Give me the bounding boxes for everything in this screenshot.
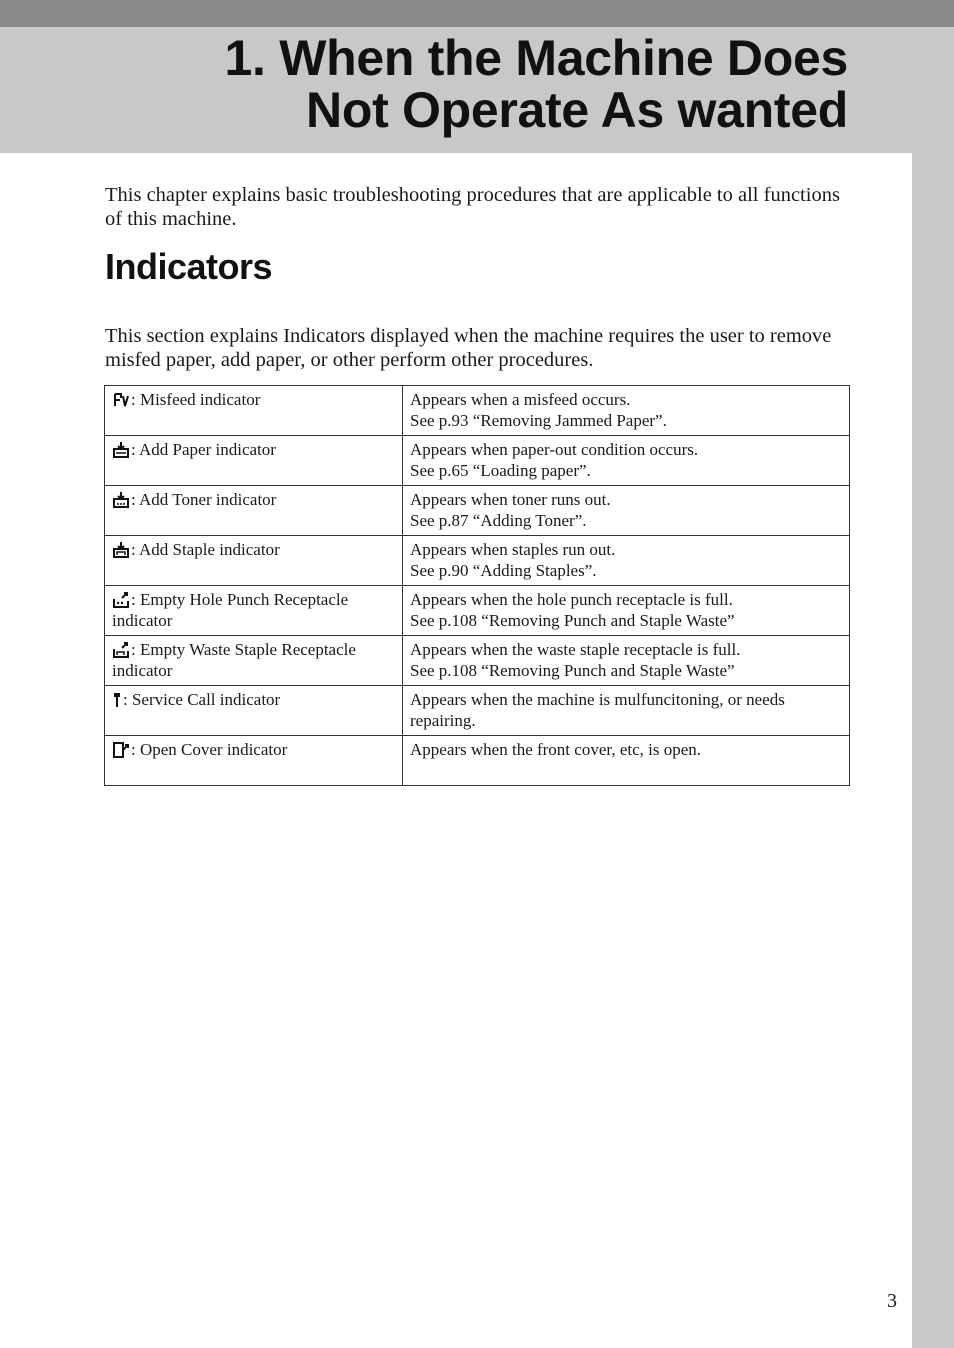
chapter-side-tab bbox=[912, 153, 954, 1348]
indicator-description: Appears when the machine is mulfuncitoning, or needs repairing. bbox=[410, 690, 785, 730]
indicator-name-cell bbox=[105, 386, 403, 436]
chapter-title bbox=[225, 32, 848, 136]
indicator-description-cell bbox=[403, 436, 850, 486]
table-row bbox=[105, 586, 850, 636]
section-description: This section explains Indicators displayed when the machine requires the user to remove misfed paper, add paper, or other perform other procedures. bbox=[105, 325, 832, 371]
indicator-description: Appears when paper-out condition occurs. bbox=[410, 440, 699, 459]
indicator-description: Appears when the hole punch receptacle is full. bbox=[410, 590, 733, 609]
indicator-reference: See p.90 “Adding Staples”. bbox=[410, 561, 597, 580]
indicator-label: : Add Paper indicator bbox=[131, 440, 276, 459]
indicator-reference: See p.108 “Removing Punch and Staple Waste” bbox=[410, 661, 735, 680]
indicator-description: Appears when the waste staple receptacle is full. bbox=[410, 640, 741, 659]
indicator-description-cell bbox=[403, 536, 850, 586]
table-row bbox=[105, 536, 850, 586]
indicator-description-cell bbox=[403, 636, 850, 686]
indicator-label: : Empty Waste Staple Receptacle indicator bbox=[112, 640, 356, 680]
indicator-name-cell bbox=[105, 636, 403, 686]
chapter-intro: This chapter explains basic troubleshooting procedures that are applicable to all functions of this machine. bbox=[105, 184, 840, 230]
add-toner-icon bbox=[112, 492, 130, 508]
indicator-description-cell bbox=[403, 586, 850, 636]
indicator-description-cell bbox=[403, 386, 850, 436]
table-row bbox=[105, 436, 850, 486]
indicator-label: : Open Cover indicator bbox=[131, 740, 288, 759]
indicator-reference: See p.87 “Adding Toner”. bbox=[410, 511, 587, 530]
indicator-description: Appears when toner runs out. bbox=[410, 490, 611, 509]
indicator-label: : Service Call indicator bbox=[123, 690, 281, 709]
indicator-label: : Misfeed indicator bbox=[131, 390, 261, 409]
open-cover-icon bbox=[112, 742, 130, 758]
indicator-name-cell bbox=[105, 686, 403, 736]
add-staple-icon bbox=[112, 542, 130, 558]
indicator-reference: See p.108 “Removing Punch and Staple Waste” bbox=[410, 611, 735, 630]
page-number: 3 bbox=[887, 1290, 897, 1312]
indicator-name-cell bbox=[105, 736, 403, 786]
hole-punch-receptacle-icon bbox=[112, 592, 130, 608]
indicator-reference: See p.93 “Removing Jammed Paper”. bbox=[410, 411, 667, 430]
top-strip bbox=[0, 0, 954, 27]
misfeed-icon bbox=[112, 392, 130, 408]
indicator-name-cell bbox=[105, 586, 403, 636]
table-row bbox=[105, 636, 850, 686]
indicator-description-cell bbox=[403, 686, 850, 736]
indicator-label: : Empty Hole Punch Receptacle indicator bbox=[112, 590, 349, 630]
indicator-description: Appears when the front cover, etc, is open. bbox=[410, 740, 702, 759]
indicator-description-cell bbox=[403, 736, 850, 786]
indicator-description: Appears when a misfeed occurs. bbox=[410, 390, 631, 409]
table-row bbox=[105, 486, 850, 536]
service-call-icon bbox=[112, 692, 122, 708]
indicator-reference: See p.65 “Loading paper”. bbox=[410, 461, 591, 480]
indicator-name-cell bbox=[105, 486, 403, 536]
indicator-name-cell bbox=[105, 536, 403, 586]
chapter-title-line-2: Not Operate As wanted bbox=[306, 82, 848, 138]
indicator-label: : Add Staple indicator bbox=[131, 540, 280, 559]
indicator-description-cell bbox=[403, 486, 850, 536]
indicator-name-cell bbox=[105, 436, 403, 486]
chapter-title-line-1: 1. When the Machine Does bbox=[224, 30, 848, 86]
add-paper-icon bbox=[112, 442, 130, 458]
table-row bbox=[105, 686, 850, 736]
indicator-label: : Add Toner indicator bbox=[131, 490, 277, 509]
waste-staple-receptacle-icon bbox=[112, 642, 130, 658]
table-row bbox=[105, 736, 850, 786]
indicators-table bbox=[104, 385, 850, 786]
indicator-description: Appears when staples run out. bbox=[410, 540, 616, 559]
section-heading: Indicators bbox=[105, 246, 273, 287]
table-row bbox=[105, 386, 850, 436]
